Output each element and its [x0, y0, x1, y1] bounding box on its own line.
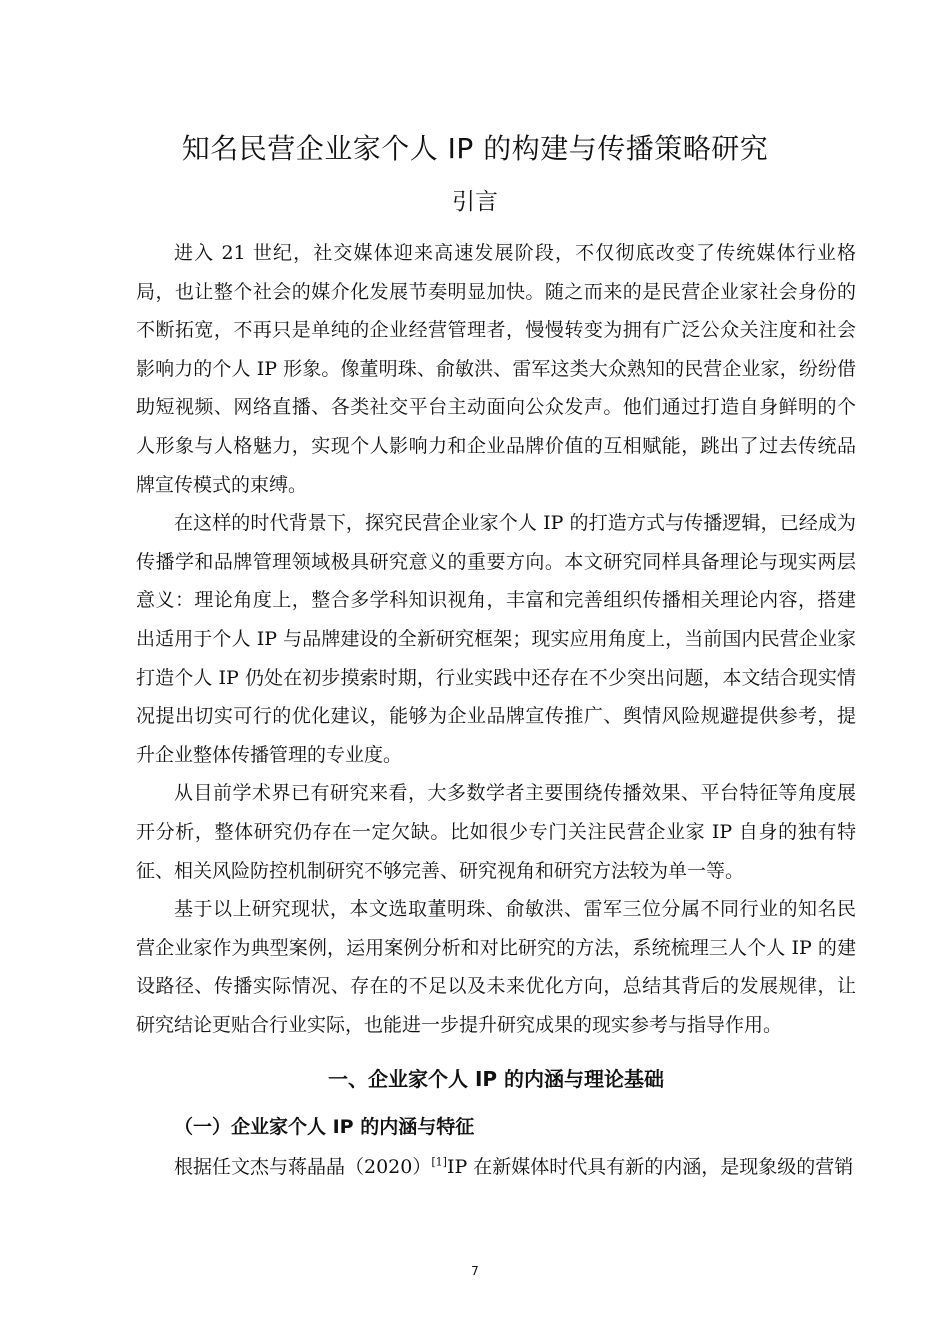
page-number: 7 [471, 1264, 479, 1278]
paragraph-1: 进入 21 世纪，社交媒体迎来高速发展阶段，不仅彻底改变了传统媒体行业格局，也让整个社会的媒介化发展节奏明显加快。随之而来的是民营企业家社会身份的不断拓宽，不再只是单纯的企业经营管理者，慢慢转变为拥有广泛公众关注度和社会影响力的个人 IP 形象。像董明珠、俞敏洪、雷军这类大众熟知的民营企业家，纷纷借助短视频、网络直播、各类社交平台主动面向公众发声。他们通过打造自身鲜明的个人形象与人格魅力，实现个人影响力和企业品牌价值的互相赋能，跳出了过去传统品牌宣传模式的束缚。 [136, 242, 856, 496]
paragraph-3: 从目前学术界已有研究来看，大多数学者主要围绕传播效果、平台特征等角度展开分析，整体研究仍存在一定欠缺。比如很少专门关注民营企业家 IP 自身的独有特征、相关风险防控机制研究不够完善、研究视角和研究方法较为单一等。 [136, 782, 856, 882]
subsection-heading: （一）企业家个人 IP 的内涵与特征 [174, 1116, 475, 1139]
paragraph-5-text-end: IP 在新媒体时代具有新的内涵，是现象级的营销 [446, 1156, 854, 1179]
paragraph-5 [136, 1148, 856, 1187]
introduction-heading: 引言 [452, 189, 498, 215]
section-heading: 一、企业家个人 IP 的内涵与理论基础 [327, 1067, 665, 1092]
paragraph-4: 基于以上研究现状，本文选取董明珠、俞敏洪、雷军三位分属不同行业的知名民营企业家作为典型案例，运用案例分析和对比研究的方法，系统梳理三人个人 IP 的建设路径、传播实际情况、存在的不足以及未来优化方向，总结其背后的发展规律，让研究结论更贴合行业实际，也能进一步提升研究成果的现实参考与指导作用。 [136, 898, 856, 1036]
body-text [136, 234, 856, 1187]
paragraph-5-text-start: 根据任文杰与蒋晶晶（2020） [174, 1156, 432, 1179]
citation-ref[interactable]: [1] [431, 1156, 447, 1170]
paragraph-2: 在这样的时代背景下，探究民营企业家个人 IP 的打造方式与传播逻辑，已经成为传播学和品牌管理领域极具研究意义的重要方向。本文研究同样具备理论与现实两层意义：理论角度上，整合多学科知识视角，丰富和完善组织传播相关理论内容，搭建出适用于个人 IP 与品牌建设的全新研究框架；现实应用角度上，当前国内民营企业家打造个人 IP 仍处在初步摸索时期，行业实践中还存在不少突出问题，本文结合现实情况提出切实可行的优化建议，能够为企业品牌宣传推广、舆情风险规避提供参考，提升企业整体传播管理的专业度。 [136, 512, 856, 766]
paper-title: 知名民营企业家个人 IP 的构建与传播策略研究 [181, 132, 769, 165]
